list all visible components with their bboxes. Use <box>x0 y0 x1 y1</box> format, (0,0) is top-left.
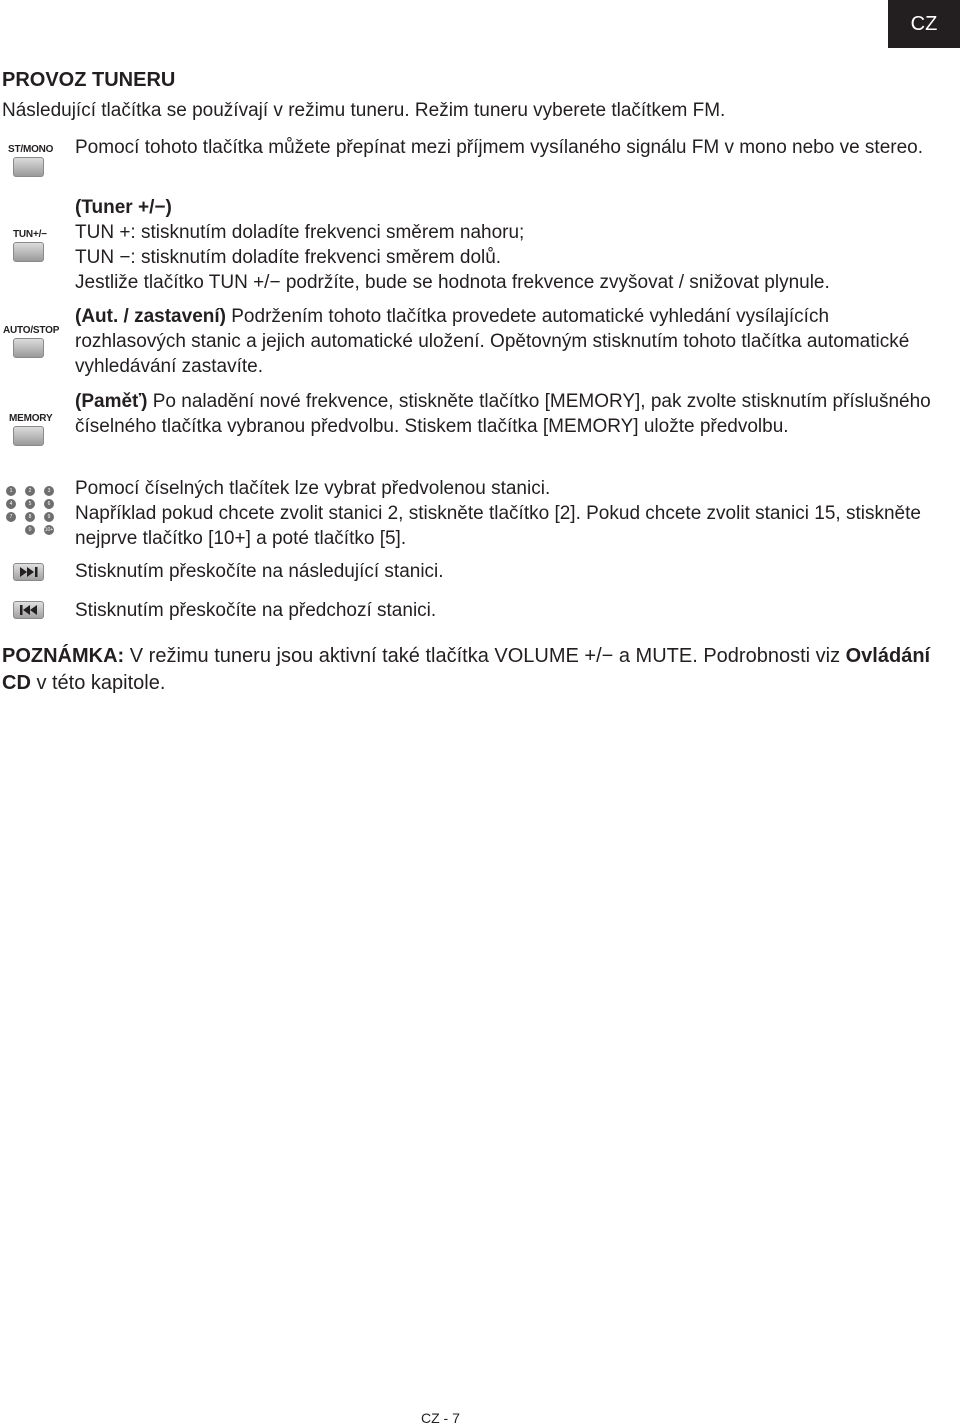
auto-stop-description: (Aut. / zastavení) Podržením tohoto tlačítka provedete automatické vyhledání vysílajících rozhlasových stanic a jejich automatické uložení. Opětovným stisknutím tohoto tlačítka automatické vyhledávání zastavíte. <box>75 306 910 377</box>
prev-description: Stisknutím přeskočíte na předchozí stanici. <box>75 600 437 621</box>
next-description: Stisknutím přeskočíte na následující stanici. <box>75 561 444 582</box>
memory-button-icon <box>13 426 44 446</box>
keypad-key: 4 <box>6 499 16 509</box>
keypad-key: 9 <box>44 512 54 522</box>
keypad-key: 1 <box>6 486 16 496</box>
memory-description: (Paměť) Po naladění nové frekvence, stiskněte tlačítko [MEMORY], pak zvolte stisknutím příslušného číselného tlačítka vybranou předvolbu. Stiskem tlačítka [MEMORY] uložte předvolbu. <box>75 391 931 437</box>
auto-stop-label: AUTO/STOP <box>3 325 60 336</box>
language-tab: CZ <box>888 0 960 48</box>
memory-label: MEMORY <box>9 413 53 424</box>
note-label: POZNÁMKA: <box>2 645 125 667</box>
keypad-key: 7 <box>6 512 16 522</box>
keypad-key: 10+ <box>44 527 54 533</box>
keypad-key: 8 <box>25 512 35 522</box>
tun-button-icon <box>13 242 44 262</box>
tun-description: (Tuner +/−) TUN +: stisknutím doladíte frekvenci směrem nahoru; TUN −: stisknutím doladíte frekvenci směrem dolů. Jestliže tlačítko TUN +/− podržíte, bude se hodnota frekvence zvyšovat / snižovat plynule. <box>75 197 830 293</box>
keypad-description: Pomocí číselných tlačítek lze vybrat předvolenou stanici. Například pokud chcete zvolit stanici 2, stiskněte tlačítko [2]. Pokud chcete zvolit stanici 15, stiskněte nejprve tlačítko [10+] a poté tlačítko [5]. <box>75 478 921 549</box>
st-mono-description: Pomocí tohoto tlačítka můžete přepínat mezi příjmem vysílaného signálu FM v mono nebo ve stereo. <box>75 137 924 158</box>
auto-stop-button-icon <box>13 338 44 358</box>
st-mono-button-icon <box>13 157 44 177</box>
tun-label: TUN+/− <box>13 229 47 240</box>
keypad-key: 6 <box>44 499 54 509</box>
note-paragraph: POZNÁMKA: V režimu tuneru jsou aktivní také tlačítka VOLUME +/− a MUTE. Podrobnosti viz Ovládání CD v této kapitole. <box>2 645 931 694</box>
skip-next-icon <box>13 563 44 581</box>
page-number: CZ - 7 <box>421 1410 460 1426</box>
skip-previous-icon <box>13 601 44 619</box>
keypad-key: 0 <box>25 525 35 535</box>
keypad-key: 5 <box>25 499 35 509</box>
cd-section-reference: Ovládání CD <box>2 645 931 694</box>
keypad-key: 3 <box>44 486 54 496</box>
section-intro: Následující tlačítka se používají v režimu tuneru. Režim tuneru vyberete tlačítkem FM. <box>2 100 726 121</box>
section-title: PROVOZ TUNERU <box>2 69 176 91</box>
keypad-key: 2 <box>25 486 35 496</box>
st-mono-label: ST/MONO <box>8 144 54 155</box>
